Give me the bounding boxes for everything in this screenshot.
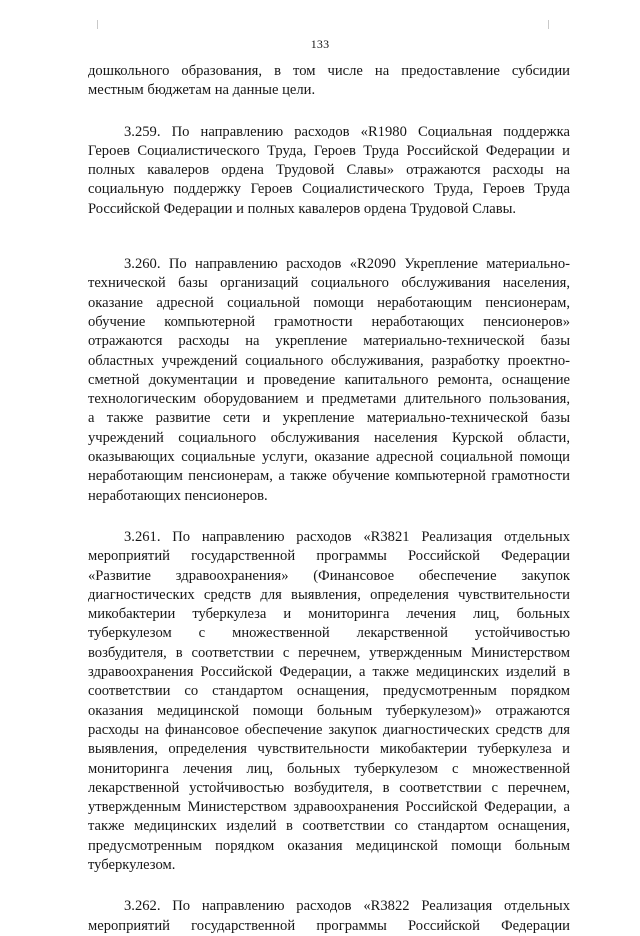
text-line: полных кавалеров ордена Трудовой Славы» отражаются расходы на xyxy=(88,162,570,179)
paragraph-3-259 xyxy=(88,123,570,219)
text-line: соответствии со стандартом оснащения, предусмотренным порядком xyxy=(88,683,570,700)
text-line: неработающих пенсионеров. xyxy=(88,487,268,504)
paragraph-continuation xyxy=(88,62,570,101)
text-line: оказания медицинской помощи больным туберкулезом)» отражаются xyxy=(88,702,570,719)
paragraph-3-260 xyxy=(88,255,570,506)
page-number: 133 xyxy=(310,37,330,51)
text-line: мероприятий государственной программы Российской Федерации xyxy=(88,548,570,565)
text-line: диагностических средств для выявления, определения чувствительности xyxy=(88,586,570,603)
text-line: технологическим оборудованием и предметами длительного пользования, xyxy=(88,391,570,408)
text-line: микобактерии туберкулеза и мониторинга лечения лиц, больных xyxy=(88,606,570,623)
text-line: предусмотренным порядком оказания медицинской помощи больным xyxy=(88,837,570,854)
paragraph-3-261 xyxy=(88,528,570,875)
text-line: также медицинских изделий в соответствии со стандартом оснащения, xyxy=(88,818,570,835)
text-line: оказание адресной социальной помощи неработающим пенсионерам, xyxy=(88,294,570,311)
text-line: оказывающих социальные услуги, оказание адресной социальной помощи xyxy=(88,449,570,466)
text-line: Российской Федерации и полных кавалеров ордена Трудовой Славы. xyxy=(88,200,517,217)
text-line: неработающим пенсионерам, а также обучение компьютерной грамотности xyxy=(88,468,570,485)
text-line: мониторинга лечения лиц, больных туберкулезом с множественной xyxy=(88,760,570,777)
text-line: утвержденным Министерством здравоохранения Российской Федерации, а xyxy=(88,799,570,816)
text-line: дошкольного образования, в том числе на предоставление субсидии xyxy=(88,63,570,79)
text-line: 3.261. По направлению расходов «R3821 Реализация отдельных xyxy=(124,528,570,545)
text-line: лекарственной устойчивостью возбудителя, в соответствии с перечнем, xyxy=(88,779,570,796)
text-line: Героев Социалистического Труда, Героев Труда Российской Федерации и xyxy=(88,142,570,159)
text-line: отражаются расходы на укрепление материально-технической базы xyxy=(88,333,570,350)
text-line: областных учреждений социального обслуживания, разработку проектно- xyxy=(88,352,570,369)
document-body xyxy=(88,62,570,936)
text-line: мероприятий государственной программы Российской Федерации xyxy=(88,917,570,934)
text-line: а также развитие сети и укрепление материально-технической базы xyxy=(88,410,570,427)
text-line: туберкулезом. xyxy=(88,856,176,873)
text-line: 3.260. По направлению расходов «R2090 Укрепление материально- xyxy=(124,256,570,273)
text-line: учреждений социального обслуживания населения Курской области, xyxy=(88,429,570,446)
text-line: «Развитие здравоохранения» (Финансовое обеспечение закупок xyxy=(88,567,570,584)
text-line: 3.259. По направлению расходов «R1980 Социальная поддержка xyxy=(124,123,570,140)
text-line: 3.262. По направлению расходов «R3822 Реализация отдельных xyxy=(124,898,570,915)
text-line: расходы на финансовое обеспечение закупок диагностических средств для xyxy=(88,721,570,738)
text-line: возбудителя, в соответствии с перечнем, утвержденным Министерством xyxy=(88,644,570,661)
text-line: сметной документации и проведение капитального ремонта, оснащение xyxy=(88,371,570,388)
text-line: выявления, определения чувствительности микобактерии туберкулеза и xyxy=(88,741,570,758)
scan-artifact xyxy=(97,20,98,29)
text-line: технической базы организаций социального обслуживания населения, xyxy=(88,275,570,292)
text-line: туберкулезом с множественной лекарственной устойчивостью xyxy=(88,625,570,642)
text-line: здравоохранения Российской Федерации, а также медицинских изделий в xyxy=(88,664,570,681)
text-line: обучение компьютерной грамотности неработающих пенсионеров» xyxy=(88,313,570,330)
text-line: местным бюджетам на данные цели. xyxy=(88,82,316,99)
scan-artifact xyxy=(548,20,549,29)
paragraph-3-262 xyxy=(88,897,570,936)
text-line: социальную поддержку Героев Социалистического Труда, Героев Труда xyxy=(88,181,570,198)
